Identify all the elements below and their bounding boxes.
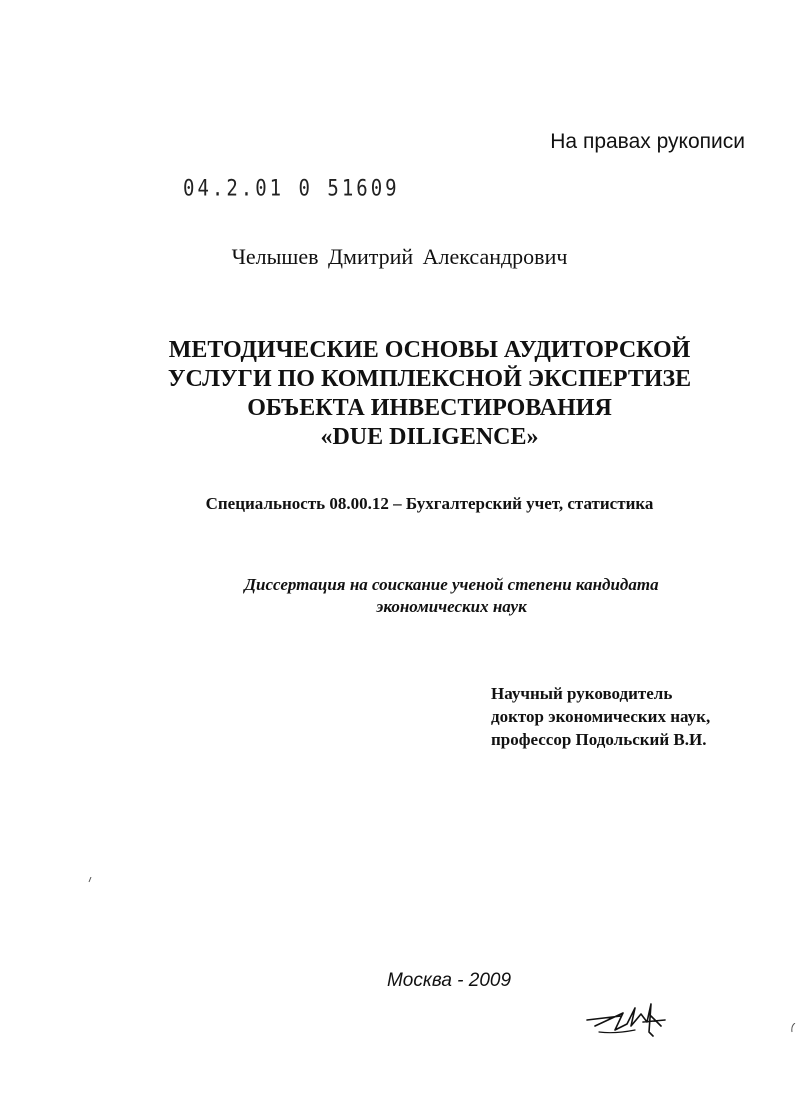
scan-mark — [790, 1020, 796, 1038]
archive-stamp: 04.2.01 0 51609 — [183, 176, 400, 202]
signature-icon — [585, 996, 695, 1049]
thesis-degree — [0, 574, 799, 618]
title-line-1: МЕТОДИЧЕСКИЕ ОСНОВЫ АУДИТОРСКОЙ — [168, 337, 691, 363]
thesis-line-1: Диссертация на соискание ученой степени кандидата — [244, 575, 659, 594]
supervisor-line-2: доктор экономических наук, — [491, 707, 711, 726]
supervisor-block — [491, 682, 710, 751]
supervisor-line-3: профессор Подольский В.И. — [491, 730, 707, 749]
place-and-year: Москва - 2009 — [386, 970, 512, 991]
rights-note: На правах рукописи — [550, 130, 745, 153]
thesis-line-2: экономических наук — [376, 597, 527, 616]
signature-drawing — [585, 996, 695, 1044]
title-line-2: УСЛУГИ ПО КОМПЛЕКСНОЙ ЭКСПЕРТИЗЕ — [167, 366, 692, 392]
title-line-4: «DUE DILIGENCE» — [320, 424, 539, 450]
author-name: Челышев Дмитрий Александрович — [231, 244, 568, 269]
title-line-3: ОБЪЕКТА ИНВЕСТИРОВАНИЯ — [247, 395, 612, 421]
dissertation-title — [0, 336, 799, 452]
specialty: Специальность 08.00.12 – Бухгалтерский учет, статистика — [205, 494, 654, 513]
supervisor-line-1: Научный руководитель — [491, 684, 673, 703]
scan-mark — [88, 870, 92, 888]
